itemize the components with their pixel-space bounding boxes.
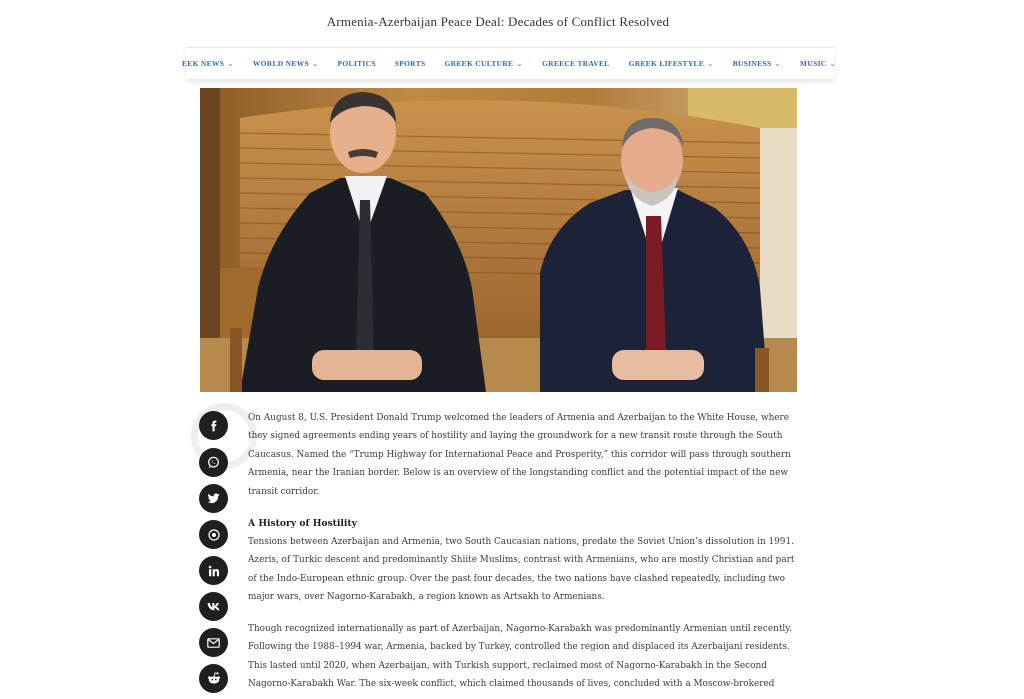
mail-icon	[207, 638, 220, 648]
linkedin-icon	[208, 565, 220, 577]
main-nav	[182, 47, 837, 79]
nav-item-greece-travel[interactable]	[542, 59, 610, 68]
email-share-icon	[208, 529, 220, 541]
facebook-icon	[208, 420, 220, 432]
article-hero-image	[200, 88, 797, 392]
chevron-down-icon: ⌄	[227, 59, 234, 68]
nav-item-eek-news[interactable]	[182, 59, 234, 68]
nav-item-music[interactable]	[800, 59, 836, 68]
vk-icon	[207, 602, 221, 611]
reddit-icon	[207, 672, 221, 685]
twitter-share-button[interactable]	[199, 484, 228, 513]
nav-item-politics[interactable]	[338, 59, 376, 68]
nav-item-label: EEK NEWS	[182, 59, 225, 68]
article-intro-paragraph: On August 8, U.S. President Donald Trump welcomed the leaders of Armenia and Azerbaijan to the White House, where they signed agreements ending years of hostility and laying the groundwork for a new transit route through the South Caucasus. Named the “Trump Highway for International Peace and Prosperity,” this corridor will pass through southern Armenia, near the Iranian border. Below is an overview of the longstanding conflict and the potential impact of the new transit corridor.	[248, 413, 791, 497]
article-paragraph: Though recognized internationally as part of Azerbaijan, Nagorno-Karabakh was predominantly Armenian until recently. Following the 1988–1994 war, Armenia, backed by Turkey, controlled the region and displaced its Azerbaijani residents. This lasted until 2020, when Azerbaijan, with Turkish support, reclaimed most of Nagorno-Karabakh in the Second Nagorno-Karabakh War. The six-week conflict, which claimed thousands of lives, concluded with a Moscow-brokered	[248, 624, 792, 690]
twitter-icon	[207, 493, 220, 504]
nav-item-label: POLITICS	[337, 59, 376, 68]
nav-item-sports[interactable]	[395, 59, 426, 68]
nav-item-greek-culture[interactable]	[445, 59, 523, 68]
nav-item-label: GREEK LIFESTYLE	[628, 59, 705, 68]
article-paragraph: Tensions between Azerbaijan and Armenia, two South Caucasian nations, predate the Soviet Union’s dissolution in 1991. Azeris, of Turkic descent and predominantly Shiite Muslims, contrast with Armenians, who are mostly Christian and part of the Indo-European ethnic group. Over the past four decades, the two nations have clashed repeatedly, including two major wars, over Nagorno-Karabakh, a region known as Artsakh to Armenians.	[248, 537, 795, 603]
vk-share-button[interactable]	[199, 592, 228, 621]
chevron-down-icon: ⌄	[774, 59, 782, 68]
chevron-down-icon: ⌄	[707, 59, 714, 68]
linkedin-share-button[interactable]	[199, 556, 228, 585]
page-title: Armenia-Azerbaijan Peace Deal: Decades of Conflict Resolved	[326, 14, 670, 29]
mail-share-button[interactable]	[199, 628, 228, 657]
nav-item-label: BUSINESS	[732, 59, 772, 68]
chevron-down-icon: ⌄	[311, 59, 319, 68]
nav-item-world-news[interactable]	[253, 59, 319, 68]
nav-item-label: MUSIC	[800, 59, 827, 68]
nav-item-label: GREEK CULTURE	[444, 59, 514, 68]
nav-item-label: SPORTS	[394, 59, 426, 68]
reddit-share-button[interactable]	[199, 664, 228, 693]
nav-item-label: GREECE TRAVEL	[541, 59, 610, 68]
nav-item-business[interactable]	[733, 59, 781, 68]
section-heading-history: A History of Hostility	[248, 518, 357, 529]
nav-item-greek-lifestyle[interactable]	[629, 59, 714, 68]
email-share-button[interactable]	[199, 520, 228, 549]
chevron-down-icon: ⌄	[516, 59, 523, 68]
nav-list	[182, 48, 837, 79]
whatsapp-icon	[207, 456, 220, 469]
nav-item-label: WORLD NEWS	[252, 59, 309, 68]
facebook-share-button[interactable]	[199, 411, 228, 440]
whatsapp-share-button[interactable]	[199, 448, 228, 477]
chevron-down-icon: ⌄	[829, 59, 837, 68]
